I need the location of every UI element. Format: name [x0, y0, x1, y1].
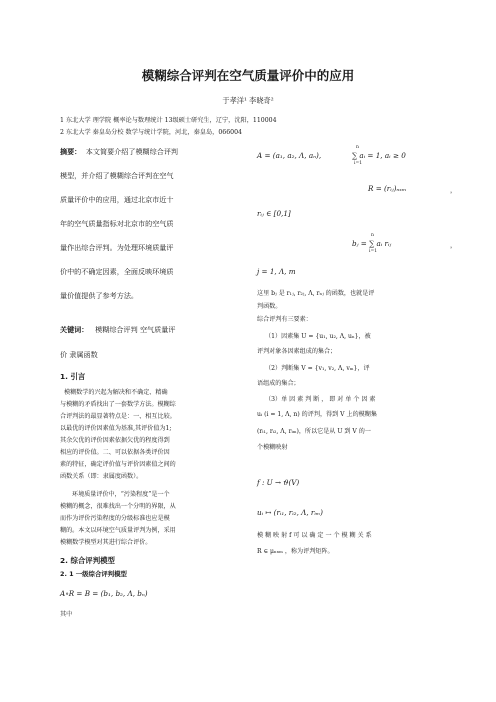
- intro-line: 相应的评价值。二、可以依据各类评价因: [60, 449, 170, 456]
- intro-line: 而作为评价污染程度的分级标准也应是模: [60, 515, 170, 522]
- abstract-line-7: 量价值提供了参考方法。: [60, 291, 139, 300]
- intro-line: 素的特征，确定评价值与评价因素值之间的: [60, 461, 176, 468]
- intro-line: 模糊数学模型对其进行综合评价。: [60, 539, 152, 546]
- comma: ，: [450, 241, 457, 249]
- abstract-line-4: 年的空气质量指标对北京市的空气质: [60, 219, 174, 228]
- equation-matrix-r: R = (rᵢⱼ)ₙₓₘ: [368, 184, 407, 193]
- intro-line: 以最优的评价因素值为基准,其评价值为1;: [60, 425, 172, 432]
- authors: 于孝洋¹ 李晓奇²: [222, 96, 274, 105]
- keywords-label: 关键词：: [60, 325, 89, 334]
- equation-mapping: uᵢ ↦ (rᵢ₁, rᵢ₂, Λ, rᵢₘ): [257, 508, 323, 517]
- affiliation-1: 1 东北大学 理学院 概率论与数理统计 13级硕士研究生，辽宁，沈阳，110004: [60, 117, 277, 124]
- keywords-line-2: 价 隶属函数: [60, 350, 98, 359]
- element-2-line: 语组成的集合；: [257, 380, 300, 387]
- element-3-line: uᵢ (i = 1, Λ, n) 的评判，得到 V 上的模糊集: [257, 411, 377, 418]
- equation-composition: A∘R = B = (b₁, b₂, Λ, bₙ): [60, 589, 148, 598]
- element-3-line: （3）单 因 素 判 断 ， 即 对 单 个 因 素: [265, 396, 376, 403]
- sum-lower-limit: i=1: [369, 249, 378, 254]
- comma: ，: [450, 186, 457, 194]
- text-line: 综合评判有三要素：: [257, 316, 312, 323]
- abstract-line-3: 质量评价中的应用，通过北京市近十: [60, 195, 174, 204]
- text-line: 模 糊 映 射 f 可 以 确 定 一 个 模 糊 关 系: [257, 532, 372, 539]
- subsection-2-1-heading: 2. 1 一级综合评判模型: [60, 570, 127, 578]
- equation-fuzzy-map: f : U → ϑ(V): [257, 478, 300, 487]
- section-2-heading: 2. 综合评判模型: [60, 556, 115, 565]
- element-2-line: （2）判断集 V = {v₁, v₂, Λ, vₘ}，评: [265, 365, 370, 372]
- affiliation-2: 2 东北大学 秦皇岛分校 数学与统计学院，河北，秦皇岛，066004: [60, 129, 242, 136]
- equation-b-j: bⱼ = ∑ aᵢ rᵢⱼ: [352, 239, 392, 248]
- where-text: 其中: [60, 611, 73, 618]
- equation-j-range: j = 1, Λ, m: [257, 267, 296, 276]
- intro-line: 模糊数学的兴起为解决和不确定、精确: [64, 389, 168, 396]
- abstract-label: 摘要：: [60, 147, 82, 156]
- abstract-line-6: 价中的不确定因素，全面反映环境质: [60, 267, 174, 276]
- sum-upper-limit: n: [371, 233, 374, 238]
- text-line: 这里 bⱼ 是 r₁ⱼ, r₂ⱼ, Λ, rₙⱼ 的函数，也就是评: [257, 290, 375, 297]
- section-1-heading: 1. 引言: [60, 372, 86, 381]
- intro-line: 函数关系（即：隶属度函数）。: [60, 473, 143, 480]
- intro-line: 合评判法的最显著特点是：一、相互比较。: [60, 413, 176, 420]
- text-line: 判函数。: [257, 303, 282, 310]
- paper-title: 模糊综合评判在空气质量评价中的应用: [141, 68, 355, 83]
- intro-line: 环境质量评价中，“污染程度”是一个: [72, 491, 170, 498]
- equation-weight-sum: ∑ aᵢ = 1, aᵢ ≥ 0: [352, 151, 406, 160]
- text-line: R ∈ μₙₓₘ ，称为评判矩阵。: [257, 548, 334, 555]
- element-1-line: （1）因素集 U = {u₁, u₂, Λ, uₙ}，被: [265, 333, 371, 340]
- keywords-line-1: 关键词： 模糊综合评判 空气质量评: [60, 325, 176, 334]
- element-3-line: 个模糊映射: [257, 444, 288, 451]
- element-1-line: 评判对象各因素组成的集合；: [257, 348, 337, 355]
- intro-line: 模糊的概念，很难找出一个分明的界限，从: [60, 503, 176, 510]
- equation-weight-vector: A = (a₁, a₂, Λ, aₙ),: [257, 151, 322, 160]
- sum-upper-limit: n: [356, 145, 359, 150]
- abstract-line-1: 摘要： 本文简要介绍了模糊综合评判: [60, 147, 179, 156]
- sum-lower-limit: i=1: [354, 161, 363, 166]
- intro-line: 其余欠优的评价因素依据欠优的程度得到: [60, 437, 170, 444]
- abstract-line-5: 量作出综合评判。为处理环境质量评: [60, 243, 174, 252]
- abstract-line-2: 模型，并介绍了模糊综合评判在空气: [60, 171, 174, 180]
- intro-line: 糊的。本文以环境空气质量评判为例，采用: [60, 527, 176, 534]
- equation-r-range: rᵢⱼ ∈ [0,1]: [257, 209, 291, 218]
- intro-line: 与模糊的矛盾找出了一套数学方法。模糊综: [60, 401, 176, 408]
- element-3-line: (rᵢ₁, rᵢ₂, Λ, rᵢₘ)，所以它是从 U 到 V 的一: [257, 428, 371, 435]
